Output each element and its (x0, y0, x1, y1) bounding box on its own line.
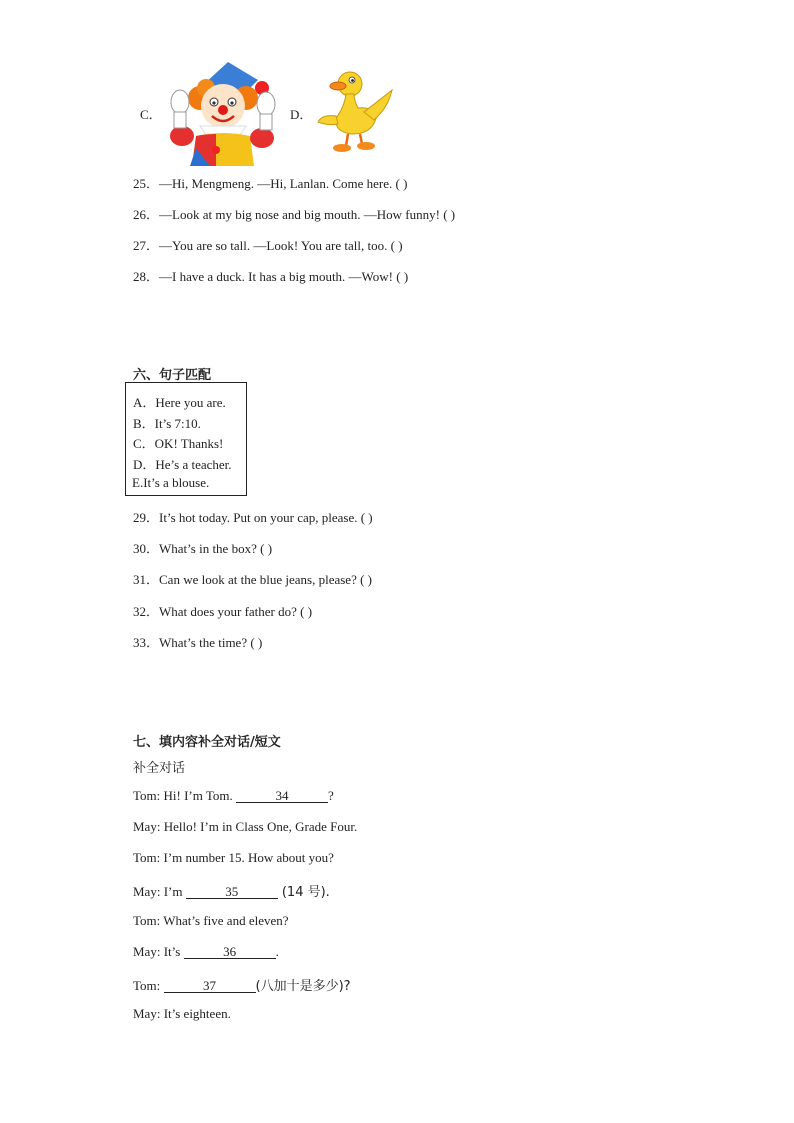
clown-icon (166, 58, 278, 166)
question-30 (133, 538, 272, 557)
dialogue-text: May: It’s (133, 944, 184, 959)
answer-paren[interactable]: ( ) (360, 572, 373, 587)
blank-36[interactable]: 36 (184, 944, 276, 959)
answer-paren[interactable]: ( ) (396, 269, 409, 284)
section-7-subheading: 补全对话 (133, 761, 186, 776)
dialogue-text: Tom: I’m number 15. How about you? (133, 850, 334, 865)
blank-34[interactable]: 34 (236, 788, 328, 803)
question-text: What does your father do? (159, 604, 297, 619)
options-box (125, 382, 247, 496)
question-27 (133, 235, 403, 254)
question-number: 31． (133, 572, 160, 587)
option-a: A．Here you are. (133, 395, 226, 410)
dialogue-line-7 (133, 975, 351, 994)
blank-35[interactable]: 35 (186, 884, 278, 899)
option-c: C．OK! Thanks! (133, 436, 224, 451)
dialogue-line-6 (133, 944, 279, 960)
question-25 (133, 173, 407, 192)
question-text: What’s in the box? (159, 541, 257, 556)
dialogue-line-5 (133, 913, 289, 929)
question-number: 26． (133, 207, 160, 222)
question-text: —I have a duck. It has a big mouth. —Wow! (159, 269, 393, 284)
dialogue-line-1 (133, 788, 334, 804)
question-text: —Look at my big nose and big mouth. —How funny! (159, 207, 440, 222)
option-e: E.It’s a blouse. (132, 475, 210, 490)
duck-icon (314, 68, 394, 156)
question-text: Can we look at the blue jeans, please? (159, 572, 357, 587)
answer-paren[interactable]: ( ) (360, 510, 373, 525)
question-number: 32． (133, 604, 160, 619)
option-c-label: C． (140, 107, 162, 122)
question-32 (133, 601, 312, 620)
question-33 (133, 632, 262, 651)
question-31 (133, 569, 372, 588)
section-6-heading: 六、句子匹配 (133, 368, 212, 383)
question-number: 30． (133, 541, 160, 556)
question-29 (133, 507, 373, 526)
question-number: 29． (133, 510, 160, 525)
dialogue-text-after: ? (328, 788, 334, 803)
answer-paren[interactable]: ( ) (250, 635, 263, 650)
answer-paren[interactable]: ( ) (395, 176, 408, 191)
dialogue-text: May: Hello! I’m in Class One, Grade Four. (133, 819, 358, 834)
option-b: B．It’s 7:10. (133, 416, 201, 431)
answer-paren[interactable]: ( ) (443, 207, 456, 222)
dialogue-line-8 (133, 1006, 231, 1022)
option-d: D．He’s a teacher. (133, 457, 232, 472)
question-number: 25． (133, 176, 160, 191)
blank-37[interactable]: 37 (164, 978, 256, 993)
option-d-label: D． (290, 107, 313, 122)
dialogue-text-after: (八加十是多少)? (255, 979, 351, 994)
dialogue-text-after: (14 号). (277, 885, 330, 900)
answer-paren[interactable]: ( ) (390, 238, 403, 253)
question-text: —You are so tall. —Look! You are tall, too. (159, 238, 388, 253)
answer-paren[interactable]: ( ) (260, 541, 273, 556)
dialogue-text-after: . (275, 944, 279, 959)
question-text: It’s hot today. Put on your cap, please. (159, 510, 358, 525)
dialogue-text: Tom: (133, 978, 164, 993)
question-number: 27． (133, 238, 160, 253)
question-number: 33． (133, 635, 160, 650)
question-text: What’s the time? (159, 635, 248, 650)
dialogue-line-3 (133, 850, 334, 866)
dialogue-line-4 (133, 881, 330, 900)
dialogue-line-2 (133, 819, 357, 835)
dialogue-text: Tom: Hi! I’m Tom. (133, 788, 237, 803)
dialogue-text: May: I’m (133, 884, 186, 899)
question-28 (133, 266, 408, 285)
dialogue-text: May: It’s eighteen. (133, 1006, 231, 1021)
dialogue-text: Tom: What’s five and eleven? (133, 913, 289, 928)
question-26 (133, 204, 455, 223)
question-text: —Hi, Mengmeng. —Hi, Lanlan. Come here. (159, 176, 393, 191)
section-7-heading: 七、填内容补全对话/短文 (133, 735, 281, 750)
question-number: 28． (133, 269, 160, 284)
answer-paren[interactable]: ( ) (300, 604, 313, 619)
